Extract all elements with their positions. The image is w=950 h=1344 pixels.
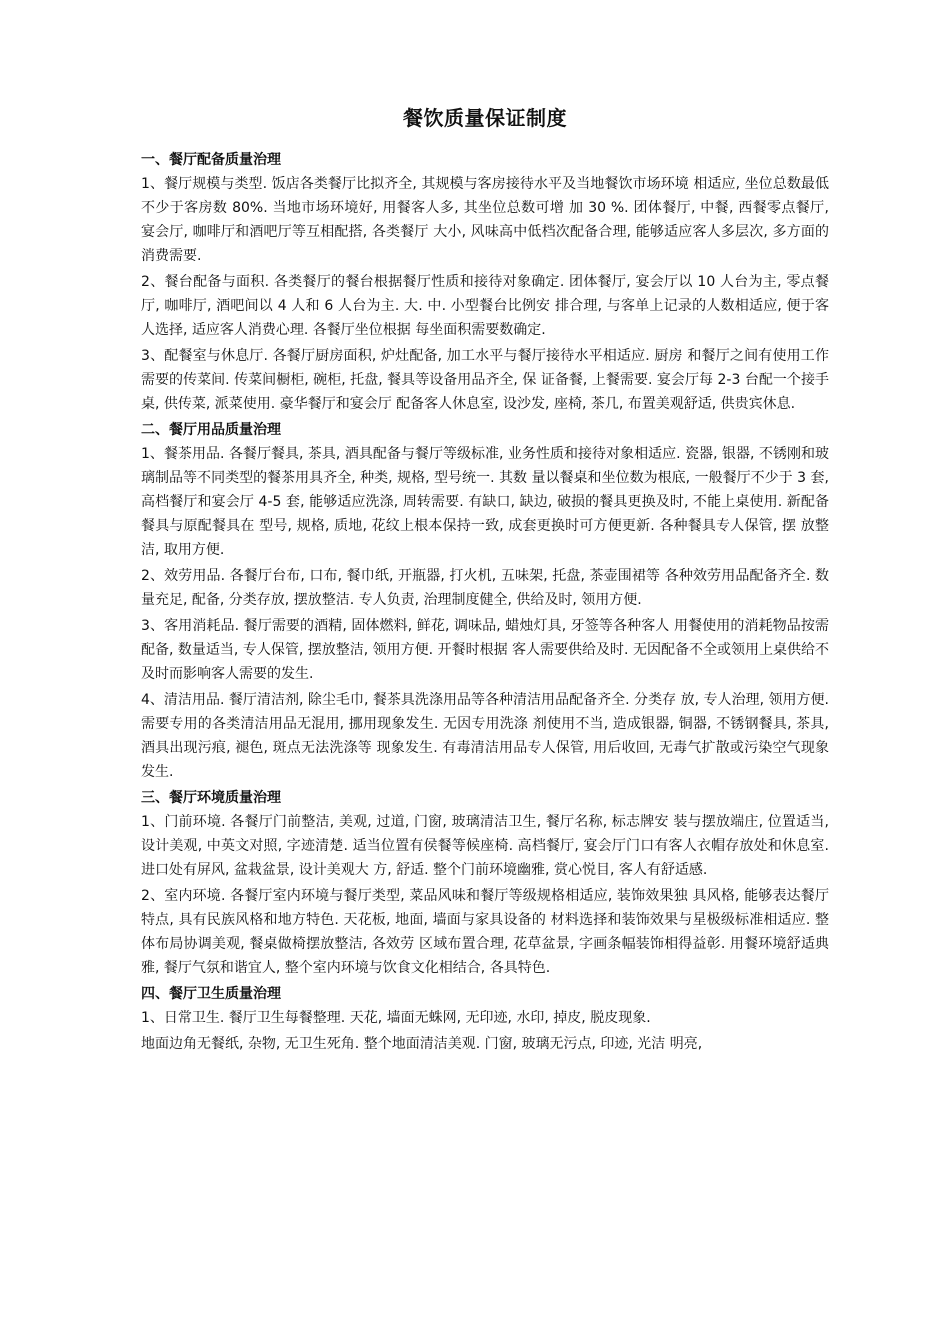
section-2 <box>141 418 829 784</box>
paragraph: 3、配餐室与休息厅. 各餐厅厨房面积, 炉灶配备, 加工水平与餐厅接待水平相适应. 厨房 和餐厅之间有使用工作需要的传菜间. 传菜间橱柜, 碗柜, 托盘, 餐具等设备用品齐全, 保 证备餐, 上餐需要. 宴会厅每 2-3 台配一个接手桌, 供传菜, 派菜使用. 豪华餐厅和宴会厅 配备客人休息室, 设沙发, 座椅, 茶几, 布置美观舒适, 供贵宾休息. <box>141 348 829 412</box>
paragraph: 1、餐厅规模与类型. 饭店各类餐厅比拟齐全, 其规模与客房接待水平及当地餐饮市场环境 相适应, 坐位总数最低不少于客房数 80%. 当地市场环境好, 用餐客人多, 其坐位总数可增 加 30 %. 团体餐厅, 中餐, 西餐零点餐厅, 宴会厅, 咖啡厅和酒吧厅等互相配搭, 各类餐厅 大小, 风味高中低档次配备合理, 能够适应客人多层次, 多方面的消费需要. <box>141 176 829 264</box>
document-page <box>141 104 829 1058</box>
paragraph: 3、客用消耗品. 餐厅需要的酒精, 固体燃料, 鲜花, 调味品, 蜡烛灯具, 牙签等各种客人 用餐使用的消耗物品按需配备, 数量适当, 专人保管, 摆放整洁, 领用方便. 开餐时根据 客人需要供给及时. 无因配备不全或领用上桌供给不及时而影响客人需要的发生. <box>141 618 829 682</box>
paragraph: 2、餐台配备与面积. 各类餐厅的餐台根据餐厅性质和接待对象确定. 团体餐厅, 宴会厅以 10 人台为主, 零点餐厅, 咖啡厅, 酒吧间以 4 人和 6 人台为主. 大. 中. 小型餐台比例安 排合理, 与客单上记录的人数相适应, 便于客人选择, 适应客人消费心理. 各餐厅坐位根据 每坐面积需要数确定. <box>141 274 829 338</box>
paragraph: 1、餐茶用品. 各餐厅餐具, 茶具, 酒具配备与餐厅等级标准, 业务性质和接待对象相适应. 瓷器, 银器, 不锈刚和玻璃制品等不同类型的餐茶用具齐全, 种类, 规格, 型号统一. 其数 量以餐桌和坐位数为根底, 一般餐厅不少于 3 套, 高档餐厅和宴会厅 4-5 套, 能够适应洗涤, 周转需要. 有缺口, 缺边, 破损的餐具更换及时, 不能上桌使用. 新配备餐具与原配餐具在 型号, 规格, 质地, 花纹上根本保持一致, 成套更换时可方便更新. 各种餐具专人保管, 摆 放整洁, 取用方便. <box>141 446 829 558</box>
paragraph: 1、门前环境. 各餐厅门前整洁, 美观, 过道, 门窗, 玻璃清洁卫生, 餐厅名称, 标志牌安 装与摆放端庄, 位置适当, 设计美观, 中英文对照, 字迹清楚. 适当位置有侯餐等候座椅. 高档餐厅, 宴会厅门口有客人衣帽存放处和休息室. 进口处有屏风, 盆栽盆景, 设计美观大 方, 舒适. 整个门前环境幽雅, 赏心悦目, 客人有舒适感. <box>141 814 829 878</box>
section-1 <box>141 148 829 416</box>
section-heading: 三、餐厅环境质量治理 <box>141 790 281 806</box>
paragraph: 2、效劳用品. 各餐厅台布, 口布, 餐巾纸, 开瓶器, 打火机, 五味架, 托盘, 茶壶围裙等 各种效劳用品配备齐全. 数量充足, 配备, 分类存放, 摆放整洁. 专人负责, 治理制度健全, 供给及时, 领用方便. <box>141 568 829 608</box>
document-title: 餐饮质量保证制度 <box>403 106 567 130</box>
section-3 <box>141 786 829 980</box>
paragraph: 1、日常卫生. 餐厅卫生每餐整理. 天花, 墙面无蛛网, 无印迹, 水印, 掉皮, 脱皮现象. <box>141 1010 651 1026</box>
section-heading: 一、餐厅配备质量治理 <box>141 152 281 168</box>
section-heading: 四、餐厅卫生质量治理 <box>141 986 281 1002</box>
section-heading: 二、餐厅用品质量治理 <box>141 422 281 438</box>
paragraph: 2、室内环境. 各餐厅室内环境与餐厅类型, 菜品风味和餐厅等级规格相适应, 装饰效果独 具风格, 能够表达餐厅特点, 具有民族风格和地方特色. 天花板, 地面, 墙面与家具设备的 材料选择和装饰效果与星极级标准相适应. 整体布局协调美观, 餐桌做椅摆放整洁, 各效劳 区域布置合理, 花草盆景, 字画条幅装饰相得益彰. 用餐环境舒适典雅, 餐厅气氛和谐宜人, 整个室内环境与饮食文化相结合, 各具特色. <box>141 888 829 976</box>
paragraph: 地面边角无餐纸, 杂物, 无卫生死角. 整个地面清洁美观. 门窗, 玻璃无污点, 印迹, 光洁 明亮, <box>141 1036 703 1052</box>
section-4 <box>141 982 829 1056</box>
paragraph: 4、清洁用品. 餐厅清洁剂, 除尘毛巾, 餐茶具洗涤用品等各种清洁用品配备齐全. 分类存 放, 专人治理, 领用方便. 需要专用的各类清洁用品无混用, 挪用现象发生. 无因专用洗涤 剂使用不当, 造成银器, 铜器, 不锈钢餐具, 茶具, 酒具出现污痕, 褪色, 斑点无法洗涤等 现象发生. 有毒清洁用品专人保管, 用后收回, 无毒气扩散或污染空气现象发生. <box>141 692 829 780</box>
